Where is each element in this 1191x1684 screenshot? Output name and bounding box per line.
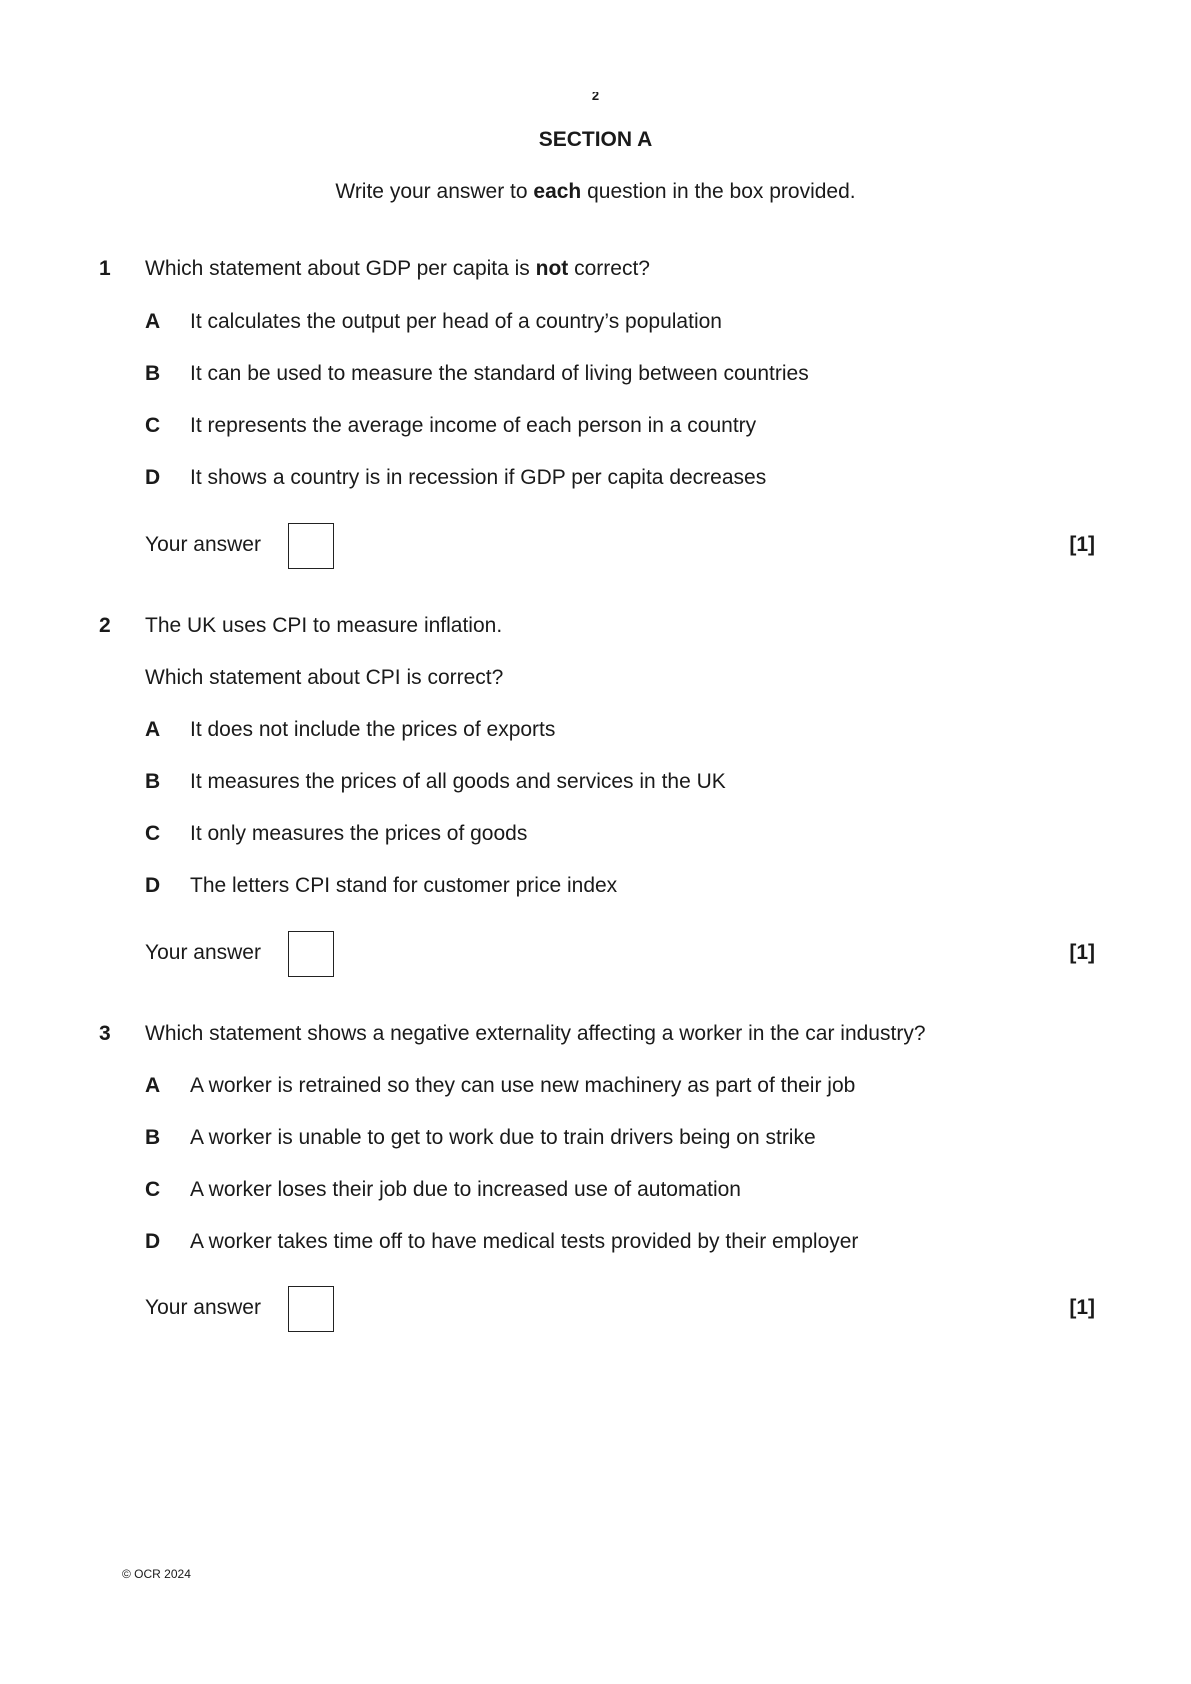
answer-label: Your answer — [145, 533, 261, 556]
option-d — [145, 874, 617, 898]
option-b — [145, 362, 809, 386]
option-text: A worker is retrained so they can use new machinery as part of their job — [190, 1074, 856, 1097]
option-text: It only measures the prices of goods — [190, 822, 528, 845]
question-number: 3 — [99, 1022, 111, 1045]
option-letter: C — [145, 822, 161, 845]
option-d — [145, 466, 766, 490]
question-number: 2 — [99, 614, 111, 637]
question-number: 1 — [99, 257, 111, 280]
instruction-after: question in the box provided. — [581, 180, 856, 203]
option-a — [145, 1074, 855, 1098]
option-text: A worker is unable to get to work due to train drivers being on strike — [190, 1126, 816, 1149]
question-stem: Which statement about CPI is correct? — [145, 666, 504, 689]
option-text: It shows a country is in recession if GDP per capita decreases — [190, 466, 767, 489]
option-letter: C — [145, 414, 161, 437]
option-c — [145, 1178, 741, 1202]
option-letter: A — [145, 1074, 161, 1097]
answer-box[interactable] — [288, 1286, 334, 1332]
section-title: SECTION A — [538, 128, 653, 151]
option-c — [145, 822, 527, 846]
option-letter: D — [145, 466, 161, 489]
option-b — [145, 1126, 816, 1150]
option-a — [145, 310, 722, 334]
option-letter: D — [145, 1230, 161, 1253]
answer-label: Your answer — [145, 1296, 261, 1319]
instruction — [0, 180, 1191, 204]
option-a — [145, 718, 555, 742]
question-stem: Which statement shows a negative externality affecting a worker in the car industry? — [145, 1022, 926, 1045]
option-letter: A — [145, 718, 161, 741]
option-b — [145, 770, 726, 794]
copyright: © OCR 2024 — [122, 1567, 191, 1581]
question-stem — [145, 257, 650, 281]
marks: [1] — [1069, 1296, 1095, 1319]
option-text: A worker loses their job due to increased use of automation — [190, 1178, 741, 1201]
option-d — [145, 1230, 858, 1254]
answer-box[interactable] — [288, 523, 334, 569]
option-text: A worker takes time off to have medical tests provided by their employer — [190, 1230, 859, 1253]
option-text: It measures the prices of all goods and services in the UK — [190, 770, 726, 793]
option-text: It represents the average income of each person in a country — [190, 414, 757, 437]
marks: [1] — [1069, 941, 1095, 964]
instruction-before: Write your answer to — [335, 180, 534, 203]
instruction-emphasis: each — [533, 180, 582, 203]
option-text: It does not include the prices of exports — [190, 718, 556, 741]
question-intro: The UK uses CPI to measure inflation. — [145, 614, 503, 637]
answer-row — [145, 523, 1095, 569]
option-text: It calculates the output per head of a country’s population — [190, 310, 722, 333]
option-letter: D — [145, 874, 161, 897]
answer-label: Your answer — [145, 941, 261, 964]
answer-box[interactable] — [288, 931, 334, 977]
option-text: The letters CPI stand for customer price index — [190, 874, 618, 897]
marks: [1] — [1069, 533, 1095, 556]
option-letter: B — [145, 770, 161, 793]
stem-before: Which statement about GDP per capita is — [145, 257, 536, 280]
page-number: 2 — [591, 92, 600, 103]
option-c — [145, 414, 756, 438]
answer-row — [145, 1286, 1095, 1332]
option-text: It can be used to measure the standard of living between countries — [190, 362, 809, 385]
stem-emphasis: not — [535, 257, 569, 280]
stem-after: correct? — [568, 257, 650, 280]
answer-row — [145, 931, 1095, 977]
option-letter: A — [145, 310, 161, 333]
option-letter: B — [145, 1126, 161, 1149]
option-letter: B — [145, 362, 161, 385]
option-letter: C — [145, 1178, 161, 1201]
